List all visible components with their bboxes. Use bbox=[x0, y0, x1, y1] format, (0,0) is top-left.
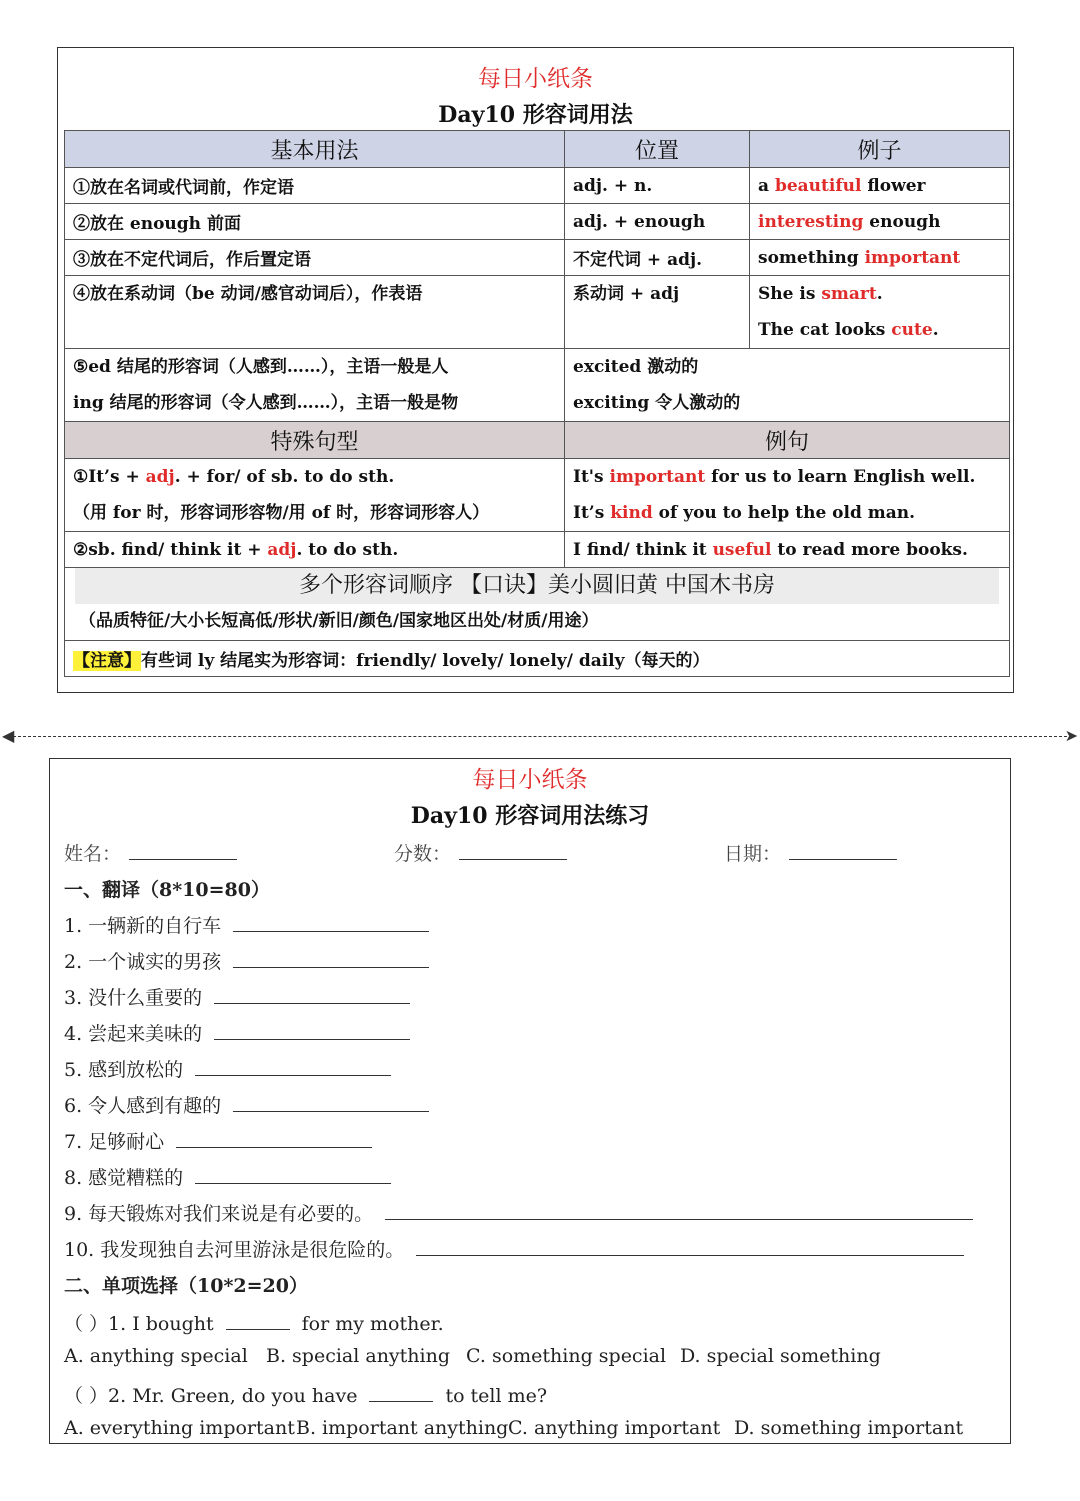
highlight-adjective: cute bbox=[891, 320, 933, 340]
header-example-sentence: 例句 bbox=[565, 422, 1010, 459]
answer-blank[interactable] bbox=[214, 1021, 410, 1040]
list-item: 2. 一个诚实的男孩 bbox=[64, 947, 429, 974]
option-a[interactable]: A. everything important bbox=[64, 1417, 295, 1439]
option-b[interactable]: B. special anything bbox=[266, 1345, 451, 1367]
answer-blank[interactable] bbox=[385, 1201, 973, 1220]
note-row bbox=[65, 641, 1010, 677]
grammar-sheet bbox=[57, 47, 1014, 693]
option-c[interactable]: C. anything important bbox=[508, 1417, 721, 1439]
highlight-adjective: useful bbox=[712, 539, 772, 560]
header-position: 位置 bbox=[565, 131, 750, 168]
grammar-header-row bbox=[65, 131, 1010, 168]
position-cell: adj. + enough bbox=[565, 204, 750, 240]
sentence-cell: It's important for us to learn English well. It’s kind of you to help the old man. bbox=[565, 459, 1010, 532]
pattern-cell: ②sb. find/ think it + adj. to do sth. bbox=[65, 532, 565, 568]
example-cell: something important bbox=[750, 240, 1010, 276]
cut-line bbox=[8, 736, 1072, 737]
list-item: 8. 感觉糟糕的 bbox=[64, 1163, 391, 1190]
usage-cell: ①放在名词或代词前，作定语 bbox=[65, 168, 565, 204]
list-item: 3. 没什么重要的 bbox=[64, 983, 410, 1010]
highlight-adj: adj bbox=[145, 467, 175, 487]
usage-cell: ②放在 enough 前面 bbox=[65, 204, 565, 240]
sheet1-subtitle: Day10 形容词用法 bbox=[438, 102, 633, 128]
sheet2-title: 每日小纸条 bbox=[472, 767, 588, 793]
list-item: 1. 一辆新的自行车 bbox=[64, 911, 429, 938]
list-item: 7. 足够耐心 bbox=[64, 1127, 372, 1154]
header-special-pattern: 特殊句型 bbox=[65, 422, 565, 459]
highlight-adjective: interesting bbox=[758, 211, 864, 232]
arrow-left-icon: ◀ bbox=[2, 726, 15, 745]
position-cell: adj. + n. bbox=[565, 168, 750, 204]
order-detail: （品质特征/大小长短高低/形状/新旧/颜色/国家地区出处/材质/用途） bbox=[79, 611, 599, 631]
answer-blank[interactable] bbox=[369, 1383, 433, 1402]
highlight-adjective: beautiful bbox=[774, 175, 862, 196]
option-d[interactable]: D. something important bbox=[734, 1417, 964, 1439]
answer-blank[interactable] bbox=[176, 1129, 372, 1148]
note-text: 有些词 ly 结尾实为形容词：friendly/ lovely/ lonely/ daily（每天的） bbox=[141, 651, 710, 671]
table-row bbox=[65, 168, 1010, 204]
order-row bbox=[65, 568, 1010, 641]
arrow-right-icon: ➤ bbox=[1064, 726, 1078, 745]
section-translation: 一、翻译（8*10=80） bbox=[64, 879, 270, 901]
position-cell: 系动词 + adj bbox=[565, 276, 750, 349]
example-cell: interesting enough bbox=[750, 204, 1010, 240]
header-example: 例子 bbox=[750, 131, 1010, 168]
pattern-cell: ①It’s + adj. + for/ of sb. to do sth. （用 for 时，形容词形容物/用 of 时，形容词形容人） bbox=[65, 459, 565, 532]
question-2: （ ）2. Mr. Green, do you have to tell me? bbox=[64, 1385, 548, 1407]
highlight-adjective: important bbox=[864, 247, 961, 268]
ed-ing-usage-cell: ⑤ed 结尾的形容词（人感到……），主语一般是人 ing 结尾的形容词（令人感到……），主语一般是物 bbox=[65, 349, 565, 422]
highlight-adjective: important bbox=[609, 467, 706, 487]
position-cell: 不定代词 + adj. bbox=[565, 240, 750, 276]
example-cell: She is smart. The cat looks cute. bbox=[750, 276, 1010, 349]
special-header-row bbox=[65, 422, 1010, 459]
example-cell: a beautiful flower bbox=[750, 168, 1010, 204]
exercise-sheet bbox=[49, 758, 1011, 1444]
option-a[interactable]: A. anything special bbox=[64, 1345, 248, 1367]
list-item: 5. 感到放松的 bbox=[64, 1055, 391, 1082]
answer-blank[interactable] bbox=[233, 913, 429, 932]
note-label: 【注意】 bbox=[73, 651, 141, 671]
ed-ing-row bbox=[65, 349, 1010, 422]
score-field[interactable]: 分数： bbox=[394, 839, 567, 866]
answer-blank[interactable] bbox=[226, 1311, 290, 1330]
sheet1-title: 每日小纸条 bbox=[478, 66, 593, 92]
option-d[interactable]: D. special something bbox=[680, 1345, 881, 1367]
question-1: （ ）1. I bought for my mother. bbox=[64, 1313, 444, 1335]
special-row bbox=[65, 532, 1010, 568]
list-item: 6. 令人感到有趣的 bbox=[64, 1091, 429, 1118]
answer-blank[interactable] bbox=[416, 1237, 964, 1256]
name-field[interactable]: 姓名： bbox=[64, 839, 237, 866]
grammar-table bbox=[64, 130, 1010, 677]
option-c[interactable]: C. something special bbox=[466, 1345, 667, 1367]
highlight-adj: adj bbox=[267, 539, 297, 560]
usage-cell: ④放在系动词（be 动词/感官动词后），作表语 bbox=[65, 276, 565, 349]
answer-blank[interactable] bbox=[195, 1165, 391, 1184]
answer-blank[interactable] bbox=[233, 1093, 429, 1112]
table-row bbox=[65, 276, 1010, 349]
list-item: 9. 每天锻炼对我们来说是有必要的。 bbox=[64, 1199, 973, 1226]
table-row bbox=[65, 240, 1010, 276]
section-choice: 二、单项选择（10*2=20） bbox=[64, 1275, 308, 1297]
header-usage: 基本用法 bbox=[65, 131, 565, 168]
table-row bbox=[65, 204, 1010, 240]
answer-blank[interactable] bbox=[214, 985, 410, 1004]
order-cell bbox=[65, 568, 1010, 641]
option-b[interactable]: B. important anything bbox=[296, 1417, 509, 1439]
highlight-adjective: kind bbox=[610, 503, 653, 523]
date-field[interactable]: 日期： bbox=[724, 839, 897, 866]
sheet2-subtitle: Day10 形容词用法练习 bbox=[410, 803, 650, 829]
list-item: 10. 我发现独自去河里游泳是很危险的。 bbox=[64, 1235, 964, 1262]
sentence-cell: I find/ think it useful to read more books. bbox=[565, 532, 1010, 568]
answer-blank[interactable] bbox=[195, 1057, 391, 1076]
special-row bbox=[65, 459, 1010, 532]
list-item: 4. 尝起来美味的 bbox=[64, 1019, 410, 1046]
ed-ing-example-cell: excited 激动的 exciting 令人激动的 bbox=[565, 349, 1010, 422]
highlight-adjective: smart bbox=[821, 284, 877, 304]
order-title: 多个形容词顺序 【口诀】美小圆旧黄 中国木书房 bbox=[75, 568, 999, 604]
answer-blank[interactable] bbox=[233, 949, 429, 968]
usage-cell: ③放在不定代词后，作后置定语 bbox=[65, 240, 565, 276]
note-cell bbox=[65, 641, 1010, 677]
